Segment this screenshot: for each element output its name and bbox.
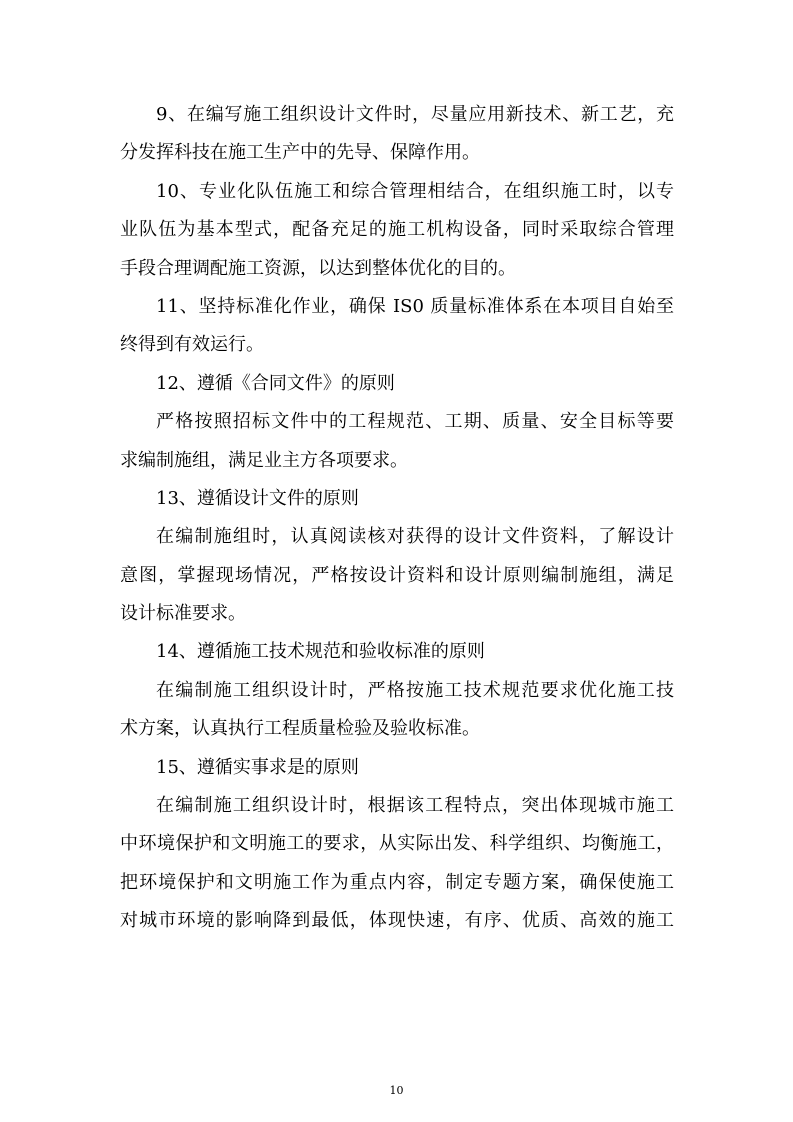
paragraph-15-body xyxy=(120,787,674,941)
paragraph-9 xyxy=(120,96,674,173)
text-line: 9、在编写施工组织设计文件时，尽量应用新技术、新工艺，充 xyxy=(156,104,674,125)
text-line: 对城市环境的影响降到最低，体现快速，有序、优质、高效的施工 xyxy=(120,910,674,932)
paragraph-10 xyxy=(120,173,674,288)
heading-15 xyxy=(120,749,674,787)
text-line: 中环境保护和文明施工的要求，从实际出发、科学组织、均衡施工， xyxy=(120,833,674,855)
text-line: 11、坚持标准化作业，确保 IS0 质量标准体系在本项目自始至 xyxy=(156,295,674,317)
page-content xyxy=(120,96,674,941)
section-heading: 15、遵循实事求是的原则 xyxy=(156,756,359,778)
text-line: 在编制施工组织设计时，严格按施工技术规范要求优化施工技 xyxy=(156,679,674,701)
text-line: 意图，掌握现场情况，严格按设计资料和设计原则编制施组，满足 xyxy=(120,564,674,586)
paragraph-13-body xyxy=(120,518,674,633)
text-line: 求编制施组，满足业主方各项要求。 xyxy=(120,449,408,471)
text-line: 10、专业化队伍施工和综合管理相结合，在组织施工时，以专 xyxy=(156,180,674,202)
text-line: 业队伍为基本型式，配备充足的施工机构设备，同时采取综合管理 xyxy=(120,219,674,241)
text-line: 严格按照招标文件中的工程规范、工期、质量、安全目标等要 xyxy=(156,411,674,433)
section-heading: 12、遵循《合同文件》的原则 xyxy=(156,372,395,394)
page-number: 10 xyxy=(389,1084,404,1097)
section-heading: 13、遵循设计文件的原则 xyxy=(156,487,359,509)
text-line: 在编制施工组织设计时，根据该工程特点，突出体现城市施工 xyxy=(156,795,674,817)
text-line: 把环境保护和文明施工作为重点内容，制定专题方案，确保使施工 xyxy=(120,871,674,893)
text-line: 终得到有效运行。 xyxy=(120,334,264,356)
text-line: 分发挥科技在施工生产中的先导、保障作用。 xyxy=(120,142,480,164)
paragraph-12-body xyxy=(120,403,674,480)
heading-14 xyxy=(120,633,674,671)
heading-12 xyxy=(120,365,674,403)
text-line: 术方案，认真执行工程质量检验及验收标准。 xyxy=(120,718,480,740)
heading-13 xyxy=(120,480,674,518)
text-line: 在编制施组时，认真阅读核对获得的设计文件资料，了解设计 xyxy=(156,526,674,548)
paragraph-11 xyxy=(120,288,674,365)
text-line: 设计标准要求。 xyxy=(120,603,246,625)
paragraph-14-body xyxy=(120,672,674,749)
text-line: 手段合理调配施工资源，以达到整体优化的目的。 xyxy=(120,257,516,279)
section-heading: 14、遵循施工技术规范和验收标准的原则 xyxy=(156,641,485,663)
